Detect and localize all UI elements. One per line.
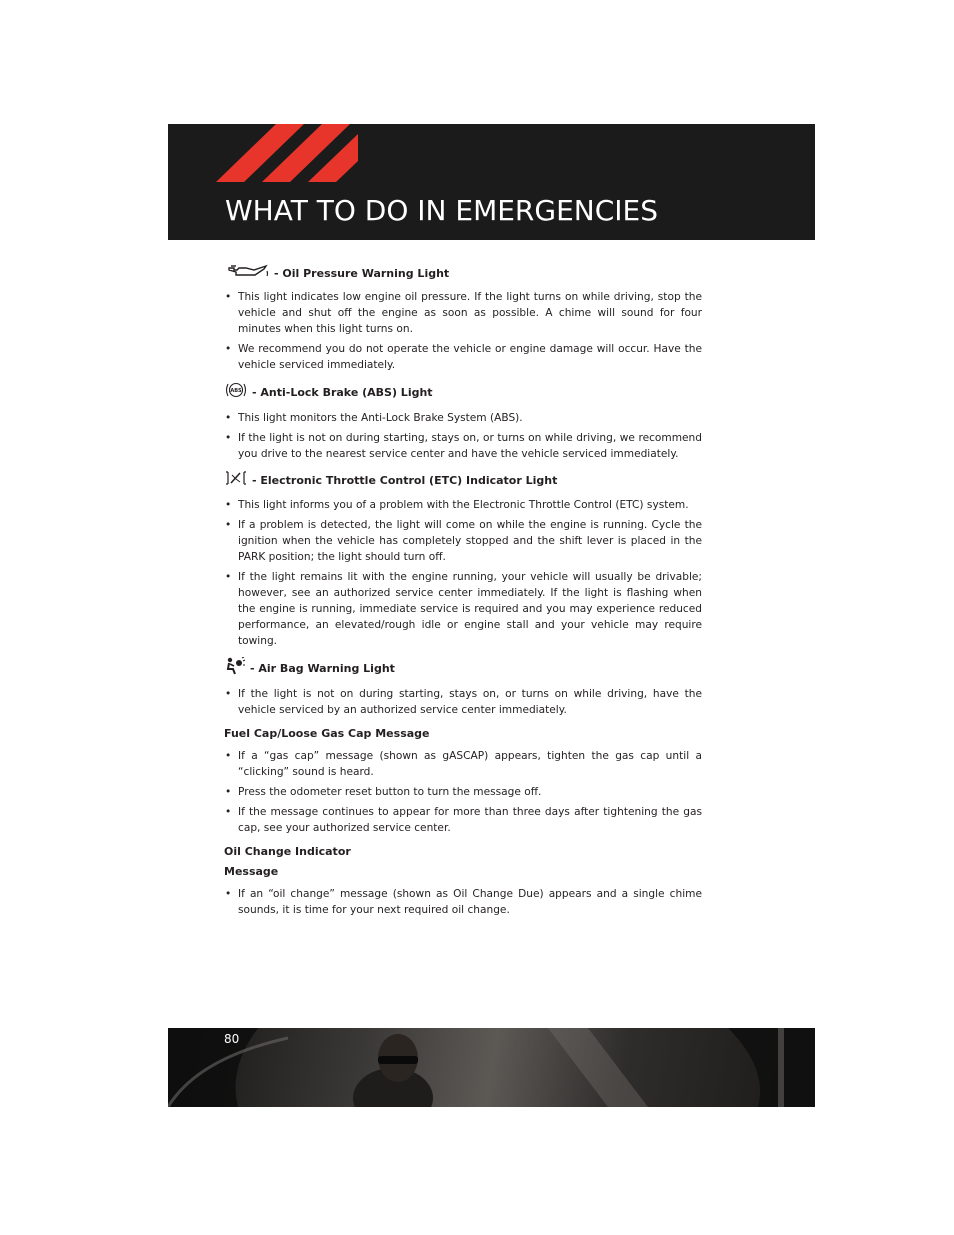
section-heading xyxy=(224,657,702,680)
oil-pressure-section xyxy=(224,264,702,373)
oil-change-list xyxy=(224,886,702,918)
list-item: • Press the odometer reset button to turn the message off. xyxy=(224,784,702,800)
abs-icon xyxy=(224,381,248,404)
etc-list xyxy=(224,497,702,649)
page-number: 80 xyxy=(224,1032,240,1046)
oil-change-heading: Oil Change Indicator xyxy=(224,845,351,858)
oil-pressure-heading: - Oil Pressure Warning Light xyxy=(274,266,450,280)
list-item: • If a “gas cap” message (shown as gASCAP) appears, tighten the gas cap until a “clicking” sound is heard. xyxy=(224,748,702,780)
fuel-cap-heading: Fuel Cap/Loose Gas Cap Message xyxy=(224,727,430,740)
oil-can-icon xyxy=(224,264,270,283)
list-item: • If the message continues to appear for more than three days after tightening the gas cap, see your authorized service center. xyxy=(224,804,702,836)
list-item: • If a problem is detected, the light will come on while the engine is running. Cycle the ignition when the vehicle has completely stopped and the shift lever is placed in the PARK position; the light should turn off. xyxy=(224,517,702,565)
oil-change-subheading: Message xyxy=(224,865,279,878)
abs-heading: - Anti-Lock Brake (ABS) Light xyxy=(252,385,433,399)
oil-pressure-list xyxy=(224,289,702,373)
etc-section xyxy=(224,470,702,649)
list-item: • This light informs you of a problem with the Electronic Throttle Control (ETC) system. xyxy=(224,497,702,513)
air-bag-section xyxy=(224,657,702,718)
list-item: • If the light is not on during starting, stays on, or turns on while driving, we recommend you drive to the nearest service center and have the vehicle serviced immediately. xyxy=(224,430,702,462)
air-bag-heading: - Air Bag Warning Light xyxy=(250,661,395,675)
section-heading xyxy=(224,264,702,283)
section-heading xyxy=(224,470,702,491)
throttle-icon xyxy=(224,470,248,491)
racing-stripes-logo xyxy=(208,124,368,184)
main-content xyxy=(224,264,702,926)
list-item: • If the light remains lit with the engine running, your vehicle will usually be drivable; however, see an authorized service center immediately. If the light is flashing when the engine is running, immediate service is required and you may experience reduced performance, an elevated/rough idle or engine stall and your vehicle may require towing. xyxy=(224,569,702,649)
list-item: • If an “oil change” message (shown as Oil Change Due) appears and a single chime sounds, it is time for your next required oil change. xyxy=(224,886,702,918)
list-item: • We recommend you do not operate the vehicle or engine damage will occur. Have the vehicle serviced immediately. xyxy=(224,341,702,373)
fuel-cap-section xyxy=(224,726,702,836)
section-heading xyxy=(224,381,702,404)
page-title: WHAT TO DO IN EMERGENCIES xyxy=(225,194,658,227)
list-item: • This light indicates low engine oil pressure. If the light turns on while driving, stop the vehicle and shut off the engine as soon as possible. A chime will sound for four minutes when this light turns on. xyxy=(224,289,702,337)
air-bag-list xyxy=(224,686,702,718)
air-bag-icon xyxy=(224,657,246,680)
abs-section xyxy=(224,381,702,462)
page-header xyxy=(168,124,815,240)
footer-photo xyxy=(168,1028,815,1107)
page-footer xyxy=(168,1028,815,1107)
etc-heading: - Electronic Throttle Control (ETC) Indicator Light xyxy=(252,473,558,487)
abs-icon-label: ABS xyxy=(230,388,242,394)
list-item: • This light monitors the Anti-Lock Brake System (ABS). xyxy=(224,410,702,426)
fuel-cap-list xyxy=(224,748,702,836)
list-item: • If the light is not on during starting, stays on, or turns on while driving, have the vehicle serviced by an authorized service center immediately. xyxy=(224,686,702,718)
abs-list xyxy=(224,410,702,462)
oil-change-section xyxy=(224,844,702,918)
